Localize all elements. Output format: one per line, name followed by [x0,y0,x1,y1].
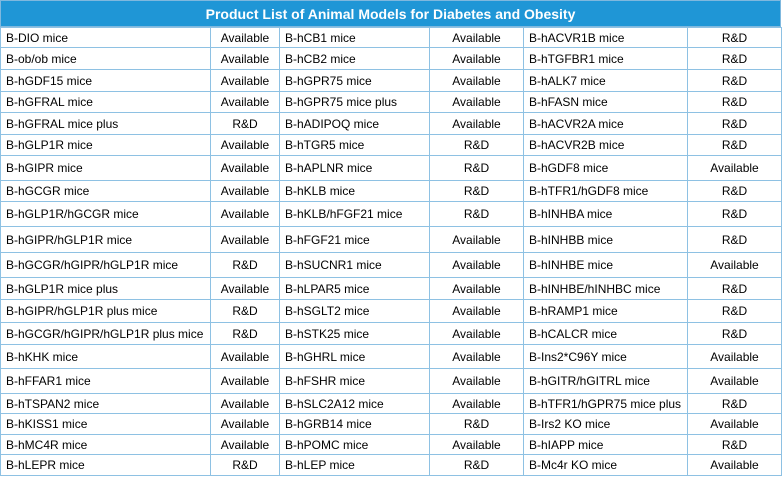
availability-status-cell: Available [430,113,524,135]
model-name-cell: B-hLEP mice [280,455,430,476]
table-row [1,369,782,394]
model-name-cell: B-hALK7 mice [524,70,688,92]
availability-status-cell: R&D [430,135,524,156]
model-name-cell: B-hADIPOQ mice [280,113,430,135]
availability-status-cell: R&D [211,323,280,345]
table-row [1,394,782,414]
availability-status-cell: Available [430,92,524,113]
availability-status-cell: Available [211,156,280,181]
model-name-cell: B-hKLB/hFGF21 mice [280,202,430,227]
table-row [1,181,782,202]
model-name-cell: B-hLPAR5 mice [280,278,430,300]
availability-status-cell: R&D [688,202,782,227]
model-name-cell: B-hGPR75 mice [280,70,430,92]
availability-status-cell: Available [430,345,524,369]
model-name-cell: B-hGDF15 mice [1,70,211,92]
product-table [0,27,782,476]
table-row [1,113,782,135]
model-name-cell: B-hPOMC mice [280,435,430,455]
model-name-cell: B-hFASN mice [524,92,688,113]
availability-status-cell: Available [430,300,524,323]
table-row [1,156,782,181]
availability-status-cell: R&D [211,300,280,323]
model-name-cell: B-hGCGR/hGIPR/hGLP1R plus mice [1,323,211,345]
model-name-cell: B-hGIPR/hGLP1R plus mice [1,300,211,323]
table-row [1,414,782,435]
availability-status-cell: R&D [688,48,782,70]
table-row [1,278,782,300]
model-name-cell: B-hGLP1R mice plus [1,278,211,300]
model-name-cell: B-hGDF8 mice [524,156,688,181]
table-row [1,323,782,345]
availability-status-cell: Available [211,394,280,414]
model-name-cell: B-hGITR/hGITRL mice [524,369,688,394]
model-name-cell: B-hGFRAL mice plus [1,113,211,135]
model-name-cell: B-hGIPR mice [1,156,211,181]
model-name-cell: B-hTGFBR1 mice [524,48,688,70]
model-name-cell: B-hGPR75 mice plus [280,92,430,113]
availability-status-cell: Available [688,455,782,476]
availability-status-cell: Available [211,435,280,455]
availability-status-cell: R&D [430,202,524,227]
availability-status-cell: Available [430,70,524,92]
availability-status-cell: R&D [688,92,782,113]
model-name-cell: B-hACVR1B mice [524,28,688,48]
model-name-cell: B-hKLB mice [280,181,430,202]
availability-status-cell: R&D [211,113,280,135]
availability-status-cell: R&D [430,414,524,435]
model-name-cell: B-hSLC2A12 mice [280,394,430,414]
model-name-cell: B-hCB2 mice [280,48,430,70]
model-name-cell: B-hACVR2A mice [524,113,688,135]
availability-status-cell: R&D [688,135,782,156]
availability-status-cell: Available [211,369,280,394]
availability-status-cell: Available [430,369,524,394]
model-name-cell: B-hSTK25 mice [280,323,430,345]
availability-status-cell: Available [430,48,524,70]
table-row [1,253,782,278]
availability-status-cell: Available [211,345,280,369]
availability-status-cell: Available [430,435,524,455]
model-name-cell: B-hTSPAN2 mice [1,394,211,414]
availability-status-cell: Available [211,92,280,113]
availability-status-cell: Available [211,181,280,202]
model-name-cell: B-hACVR2B mice [524,135,688,156]
availability-status-cell: Available [211,48,280,70]
availability-status-cell: Available [211,202,280,227]
model-name-cell: B-hLEPR mice [1,455,211,476]
availability-status-cell: R&D [430,181,524,202]
model-name-cell: B-hFFAR1 mice [1,369,211,394]
model-name-cell: B-hFGF21 mice [280,227,430,253]
model-name-cell: B-hKISS1 mice [1,414,211,435]
availability-status-cell: Available [430,278,524,300]
model-name-cell: B-hINHBE/hINHBC mice [524,278,688,300]
model-name-cell: B-DIO mice [1,28,211,48]
model-name-cell: B-hSUCNR1 mice [280,253,430,278]
availability-status-cell: R&D [211,253,280,278]
availability-status-cell: R&D [688,28,782,48]
availability-status-cell: Available [211,414,280,435]
model-name-cell: B-hINHBE mice [524,253,688,278]
availability-status-cell: Available [430,253,524,278]
availability-status-cell: R&D [688,70,782,92]
model-name-cell: B-hGLP1R mice [1,135,211,156]
availability-status-cell: Available [211,135,280,156]
table-row [1,28,782,48]
table-row [1,202,782,227]
table-row [1,227,782,253]
availability-status-cell: Available [211,278,280,300]
availability-status-cell: R&D [430,156,524,181]
availability-status-cell: R&D [688,394,782,414]
model-name-cell: B-hMC4R mice [1,435,211,455]
model-name-cell: B-hKHK mice [1,345,211,369]
table-row [1,455,782,476]
model-name-cell: B-hTFR1/hGPR75 mice plus [524,394,688,414]
model-name-cell: B-hTFR1/hGDF8 mice [524,181,688,202]
model-name-cell: B-hGHRL mice [280,345,430,369]
model-name-cell: B-hGRB14 mice [280,414,430,435]
table-row [1,345,782,369]
availability-status-cell: Available [430,394,524,414]
availability-status-cell: Available [430,227,524,253]
availability-status-cell: R&D [688,113,782,135]
availability-status-cell: Available [688,345,782,369]
availability-status-cell: R&D [688,278,782,300]
model-name-cell: B-Ins2*C96Y mice [524,345,688,369]
availability-status-cell: Available [430,323,524,345]
table-row [1,92,782,113]
model-name-cell: B-hGFRAL mice [1,92,211,113]
model-name-cell: B-ob/ob mice [1,48,211,70]
table-row [1,48,782,70]
availability-status-cell: Available [688,253,782,278]
availability-status-cell: Available [211,227,280,253]
availability-status-cell: R&D [211,455,280,476]
availability-status-cell: Available [688,414,782,435]
model-name-cell: B-hFSHR mice [280,369,430,394]
model-name-cell: B-hTGR5 mice [280,135,430,156]
model-name-cell: B-Mc4r KO mice [524,455,688,476]
availability-status-cell: Available [211,28,280,48]
model-name-cell: B-hGIPR/hGLP1R mice [1,227,211,253]
model-name-cell: B-hINHBA mice [524,202,688,227]
availability-status-cell: R&D [688,181,782,202]
model-name-cell: B-hAPLNR mice [280,156,430,181]
model-name-cell: B-hIAPP mice [524,435,688,455]
model-name-cell: B-Irs2 KO mice [524,414,688,435]
availability-status-cell: R&D [688,227,782,253]
model-name-cell: B-hCALCR mice [524,323,688,345]
model-name-cell: B-hGCGR mice [1,181,211,202]
availability-status-cell: Available [430,28,524,48]
model-name-cell: B-hGLP1R/hGCGR mice [1,202,211,227]
availability-status-cell: Available [688,369,782,394]
table-row [1,300,782,323]
model-name-cell: B-hCB1 mice [280,28,430,48]
availability-status-cell: R&D [430,455,524,476]
availability-status-cell: R&D [688,323,782,345]
table-row [1,70,782,92]
model-name-cell: B-hGCGR/hGIPR/hGLP1R mice [1,253,211,278]
model-name-cell: B-hINHBB mice [524,227,688,253]
availability-status-cell: R&D [688,435,782,455]
model-name-cell: B-hSGLT2 mice [280,300,430,323]
table-row [1,435,782,455]
product-table-body [1,28,782,476]
table-row [1,135,782,156]
availability-status-cell: Available [688,156,782,181]
availability-status-cell: R&D [688,300,782,323]
page-title: Product List of Animal Models for Diabetes and Obesity [0,0,781,27]
model-name-cell: B-hRAMP1 mice [524,300,688,323]
availability-status-cell: Available [211,70,280,92]
